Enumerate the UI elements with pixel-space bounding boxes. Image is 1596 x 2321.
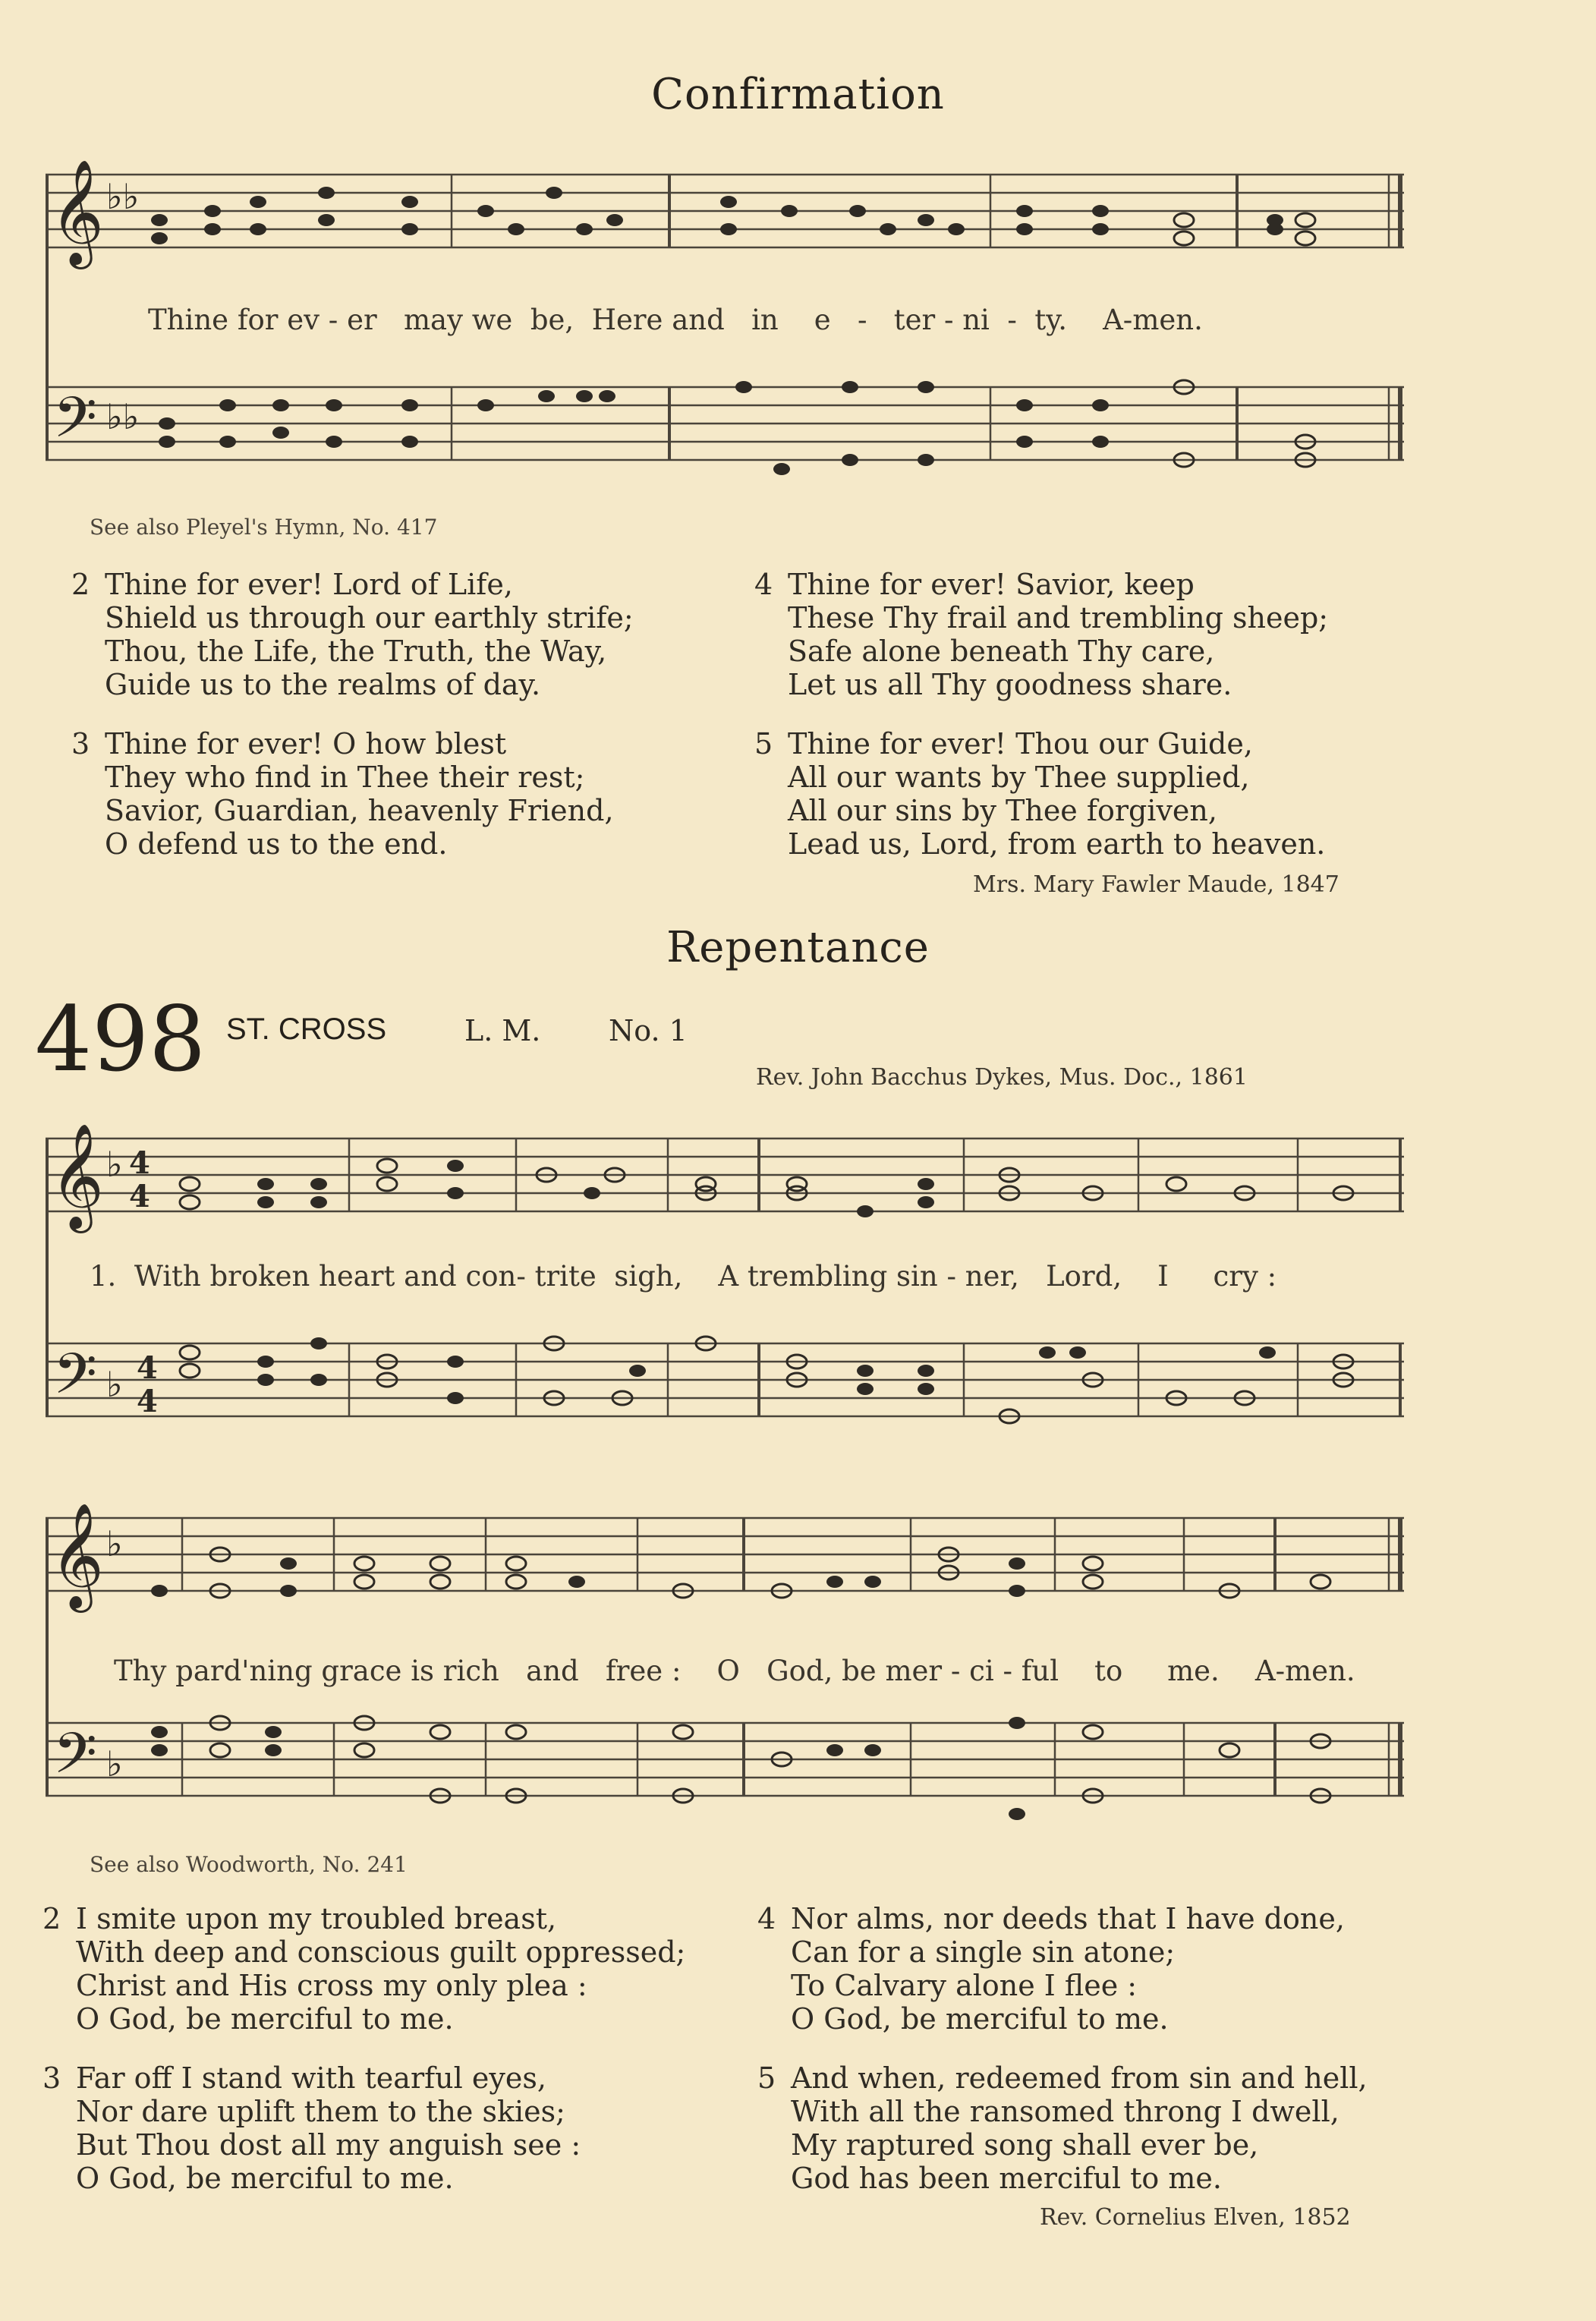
- verse-block: [754, 727, 1326, 861]
- verse-block: [71, 727, 614, 861]
- section-title-confirmation: Confirmation: [651, 70, 945, 119]
- bass-staff: [46, 1343, 1404, 1416]
- flat-icon: ♭: [106, 1523, 123, 1564]
- bass-clef-icon: 𝄢: [53, 385, 97, 465]
- verse-block: [42, 1902, 686, 2036]
- time-signature: 4: [137, 1384, 158, 1419]
- treble-clef-icon: 𝄞: [50, 1503, 104, 1608]
- bass-clef-icon: 𝄢: [53, 1341, 97, 1421]
- verse-line: O God, be merciful to me.: [76, 2002, 454, 2036]
- verse-line: My raptured song shall ever be,: [791, 2128, 1259, 2162]
- verse-line: Christ and His cross my only plea :: [76, 1969, 587, 2002]
- treble-clef-icon: 𝄞: [50, 159, 104, 265]
- bass-clef-icon: 𝄢: [53, 1721, 97, 1800]
- time-signature: 4: [137, 1350, 158, 1386]
- time-signature: 4: [129, 1179, 150, 1214]
- verse-number: 2: [71, 568, 90, 601]
- verse-line: These Thy frail and trembling sheep;: [788, 601, 1329, 635]
- verse-line: Thine for ever! O how blest: [105, 727, 507, 761]
- verse-line: I smite upon my troubled breast,: [76, 1902, 557, 1935]
- verse-line: O God, be merciful to me.: [791, 2002, 1169, 2036]
- time-signature: 4: [129, 1145, 150, 1181]
- hymn-number: 498: [35, 987, 206, 1091]
- notes: [151, 1557, 1025, 1820]
- verse-block: [42, 2061, 581, 2195]
- lyric-line-repentance-2: Thy pard'ning grace is rich and free : O God, be mer - ci - ful to me. A-men.: [114, 1655, 1355, 1687]
- verse-line: To Calvary alone I flee :: [791, 1969, 1138, 2002]
- bass-staff: [46, 387, 1404, 460]
- author-credit: Mrs. Mary Fawler Maude, 1847: [973, 871, 1339, 898]
- verse-line: Nor dare uplift them to the skies;: [76, 2095, 565, 2128]
- verse-block: [757, 2061, 1368, 2195]
- verse-line: Thine for ever! Savior, keep: [788, 568, 1195, 601]
- verse-line: Can for a single sin atone;: [791, 1935, 1176, 1969]
- verse-line: Nor alms, nor deeds that I have done,: [791, 1902, 1345, 1935]
- meter-number: No. 1: [609, 1014, 688, 1047]
- verse-number: 4: [754, 568, 773, 601]
- verse-line: Shield us through our earthly strife;: [105, 601, 634, 635]
- verse-block: [754, 568, 1329, 701]
- verse-line: Savior, Guardian, heavenly Friend,: [105, 794, 614, 827]
- treble-staff: [46, 175, 1404, 247]
- flat-icon: ♭♭: [106, 176, 140, 217]
- see-also-confirmation: See also Pleyel's Hymn, No. 417: [90, 515, 438, 540]
- flat-icon: ♭: [106, 1364, 123, 1405]
- verse-line: Far off I stand with tearful eyes,: [76, 2061, 546, 2095]
- verse-line: Lead us, Lord, from earth to heaven.: [788, 827, 1326, 861]
- verse-line: God has been merciful to me.: [791, 2162, 1222, 2195]
- verse-line: But Thou dost all my anguish see :: [76, 2128, 581, 2162]
- lyric-line-confirmation: Thine for ev - er may we be, Here and in e - ter - ni - ty. A-men.: [148, 304, 1203, 336]
- verse-line: O God, be merciful to me.: [76, 2162, 454, 2195]
- lyric-line-repentance-1: 1. With broken heart and con- trite sigh, A trembling sin - ner, Lord, I cry :: [90, 1260, 1277, 1293]
- verse-line: O defend us to the end.: [105, 827, 448, 861]
- verse-line: Guide us to the realms of day.: [105, 668, 541, 701]
- composer-credit: Rev. John Bacchus Dykes, Mus. Doc., 1861: [756, 1064, 1248, 1091]
- verse-block: [71, 568, 634, 701]
- author-credit: Rev. Cornelius Elven, 1852: [1040, 2204, 1351, 2231]
- verse-number: 5: [757, 2061, 776, 2095]
- treble-clef-icon: 𝄞: [50, 1123, 104, 1229]
- flat-icon: ♭♭: [106, 396, 140, 437]
- flat-icon: ♭: [106, 1144, 123, 1185]
- verse-line: They who find in Thee their rest;: [105, 761, 585, 794]
- treble-staff: [46, 1518, 1404, 1591]
- section-title-repentance: Repentance: [666, 923, 930, 972]
- verse-line: All our wants by Thee supplied,: [788, 761, 1250, 794]
- verse-line: Thine for ever! Thou our Guide,: [788, 727, 1253, 761]
- half-notes: [1174, 213, 1315, 467]
- verse-line: Safe alone beneath Thy care,: [788, 635, 1215, 668]
- tune-name: ST. CROSS: [226, 1012, 387, 1046]
- verse-line: Thine for ever! Lord of Life,: [105, 568, 513, 601]
- verse-line: Let us all Thy goodness share.: [788, 668, 1232, 701]
- verse-line: All our sins by Thee forgiven,: [788, 794, 1217, 827]
- verse-number: 3: [71, 727, 90, 761]
- verse-block: [757, 1902, 1345, 2036]
- flat-icon: ♭: [106, 1743, 123, 1784]
- verse-number: 2: [42, 1902, 61, 1935]
- verse-line: And when, redeemed from sin and hell,: [791, 2061, 1368, 2095]
- see-also-repentance: See also Woodworth, No. 241: [90, 1852, 408, 1877]
- verse-line: With all the ransomed throng I dwell,: [791, 2095, 1339, 2128]
- verse-number: 4: [757, 1902, 776, 1935]
- verse-number: 3: [42, 2061, 61, 2095]
- verse-line: With deep and conscious guilt oppressed;: [76, 1935, 686, 1969]
- treble-staff: [46, 1138, 1404, 1211]
- verse-number: 5: [754, 727, 773, 761]
- meter: L. M.: [464, 1014, 541, 1047]
- bass-staff: [46, 1723, 1404, 1796]
- verse-line: Thou, the Life, the Truth, the Way,: [105, 635, 607, 668]
